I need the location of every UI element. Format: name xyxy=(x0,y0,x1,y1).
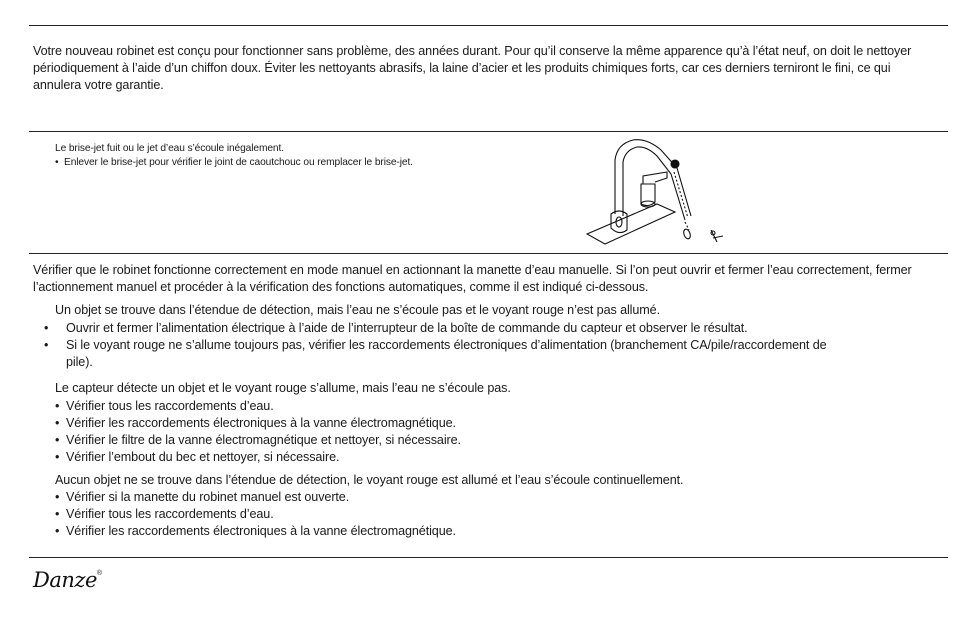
divider-bottom xyxy=(29,557,948,558)
registered-mark: ® xyxy=(96,570,103,577)
brand-name: Danze xyxy=(33,568,97,592)
sensor-problem-3-step-2 xyxy=(55,506,925,523)
step-text: Si le voyant rouge ne s’allume toujours pas, vérifier les raccordements électroniques d’alimentation (branchement CA/pile/raccordement de pile). xyxy=(66,338,827,369)
bullet-icon: • xyxy=(44,338,49,352)
sensor-problem-3-title: Aucun objet ne se trouve dans l’étendue de détection, le voyant rouge est allumé et l’eau s’écoule continuellement. xyxy=(55,473,684,487)
bullet-icon: • xyxy=(55,399,60,413)
step-text: Vérifier l’embout du bec et nettoyer, si nécessaire. xyxy=(66,450,340,464)
step-text: Vérifier les raccordements électroniques à la vanne électromagnétique. xyxy=(66,416,456,430)
sensor-problem-2-title: Le capteur détecte un objet et le voyant rouge s’allume, mais l’eau ne s’écoule pas. xyxy=(55,381,511,395)
sensor-intro: Vérifier que le robinet fonctionne correctement en mode manuel en actionnant la manette d’eau manuelle. Si l’on peut ouvrir et fermer l’eau correctement, fermer l’actionnement manuel et procéder à la vérification des fonctions automatiques, comme il est indiqué ci-dessous. xyxy=(33,263,912,294)
divider-top xyxy=(29,25,948,26)
step-text: Vérifier tous les raccordements d’eau. xyxy=(66,399,274,413)
bullet-icon: • xyxy=(55,433,60,447)
aerator-solution-text: Enlever le brise-jet pour vérifier le joint de caoutchouc ou remplacer le brise-jet. xyxy=(64,157,413,168)
step-text: Vérifier tous les raccordements d’eau. xyxy=(66,507,274,521)
sensor-problem-3-step-3 xyxy=(55,523,925,540)
sensor-problem-1-step-1 xyxy=(44,320,936,337)
care-paragraph: Votre nouveau robinet est conçu pour fonctionner sans problème, des années durant. Pour qu’il conserve la même apparence qu’à l’état neuf, on doit le nettoyer périodiquement à l’aide d’un chiffon doux. Éviter les nettoyants abrasifs, la laine d’acier et les produits chimiques forts, car ces derniers terniront le fini, ce qui annulera votre garantie. xyxy=(33,44,912,92)
step-text: Vérifier le filtre de la vanne électromagnétique et nettoyer, si nécessaire. xyxy=(66,433,461,447)
bullet-icon: • xyxy=(55,507,60,521)
danze-logo xyxy=(33,568,102,592)
sensor-problem-1-title: Un objet se trouve dans l’étendue de détection, mais l’eau ne s’écoule pas et le voyant rouge n’est pas allumé. xyxy=(55,303,660,317)
step-text: Vérifier les raccordements électroniques à la vanne électromagnétique. xyxy=(66,524,456,538)
step-text: Vérifier si la manette du robinet manuel est ouverte. xyxy=(66,490,350,504)
sensor-problem-2-step-4 xyxy=(55,449,925,466)
sensor-problem-2-step-1 xyxy=(55,398,925,415)
bullet-icon: • xyxy=(55,490,60,504)
sensor-problem-1-step-2 xyxy=(44,337,846,371)
sensor-problem-2-step-3 xyxy=(55,432,925,449)
step-text: Ouvrir et fermer l’alimentation électrique à l’aide de l’interrupteur de la boîte de commande du capteur et observer le résultat. xyxy=(66,321,748,335)
faucet-aerator-diagram-icon xyxy=(585,138,730,250)
aerator-problem: Le brise-jet fuit ou le jet d’eau s’écoule inégalement. xyxy=(55,143,284,154)
divider-sensor xyxy=(29,253,948,254)
bullet-icon: • xyxy=(55,450,60,464)
bullet-icon: • xyxy=(55,157,59,168)
sensor-problem-3-step-1 xyxy=(55,489,925,506)
sensor-problem-2-step-2 xyxy=(55,415,925,432)
bullet-icon: • xyxy=(44,321,49,335)
bullet-icon: • xyxy=(55,416,60,430)
bullet-icon: • xyxy=(55,524,60,538)
aerator-solution xyxy=(55,156,575,169)
divider-aerator xyxy=(29,131,948,132)
